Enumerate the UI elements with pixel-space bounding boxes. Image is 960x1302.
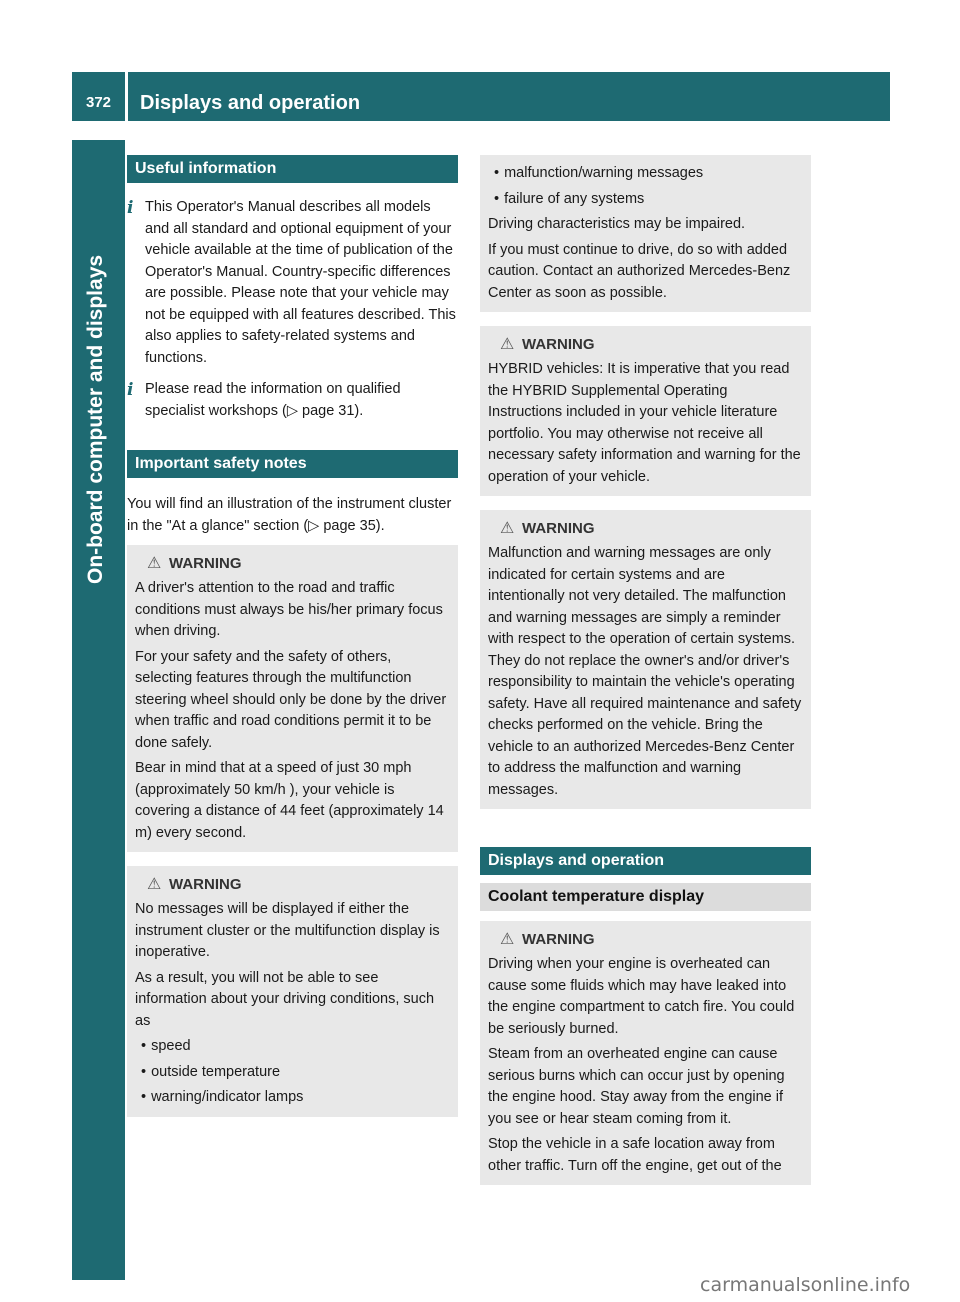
warning-text: No messages will be displayed if either the instrument cluster or the multifunction display is inoperative.: [135, 901, 440, 960]
warning-title: [500, 518, 803, 539]
bullet-item: • warning/indicator lamps: [135, 1087, 450, 1109]
section-heading-displays-and-operation: Displays and operation: [480, 847, 811, 875]
warning-box: [480, 326, 811, 496]
info-text: Please read the information on qualified specialist workshops (▷ page 31).: [145, 381, 401, 419]
warning-text: For your safety and the safety of others, selecting features through the multifunction steering wheel should only be done by the driver when traffic and road conditions permit it to be done safely.: [135, 648, 447, 751]
warning-title: [147, 874, 450, 895]
warning-text: Driving when your engine is overheated can cause some fluids which may have leaked into the engine compartment to catch fire. You could be seriously burned.: [488, 956, 795, 1037]
info-text: This Operator's Manual describes all models and all standard and optional equipment of your vehicle available at the time of publication of the Operator's Manual. Country-specific differences are possible. Please note that your vehicle may not be equipped with all features described. This also applies to safety-related systems and functions.: [145, 199, 456, 366]
section-heading-important-safety-notes: Important safety notes: [127, 450, 458, 478]
warning-text: Stop the vehicle in a safe location away from other traffic. Turn off the engine, get out of the: [488, 1136, 782, 1174]
warning-text: Malfunction and warning messages are only indicated for certain systems and are intentionally not very detailed. The malfunction and warning messages are simply a reminder with respect to the operation of certain systems. They do not replace the owner's and/or driver's responsibility to maintain the vehicle's operating safety. Have all required maintenance and safety checks performed on the vehicle. Bring the vehicle to an authorized Mercedes-Benz Center to address the malfunction and warning messages.: [488, 545, 802, 798]
bullet-item: • failure of any systems: [488, 189, 803, 211]
warning-label: WARNING: [522, 931, 595, 948]
page-title: Displays and operation: [140, 92, 361, 114]
warning-text: Steam from an overheated engine can cause serious burns which can occur just by opening the engine hood. Stay away from the engine if you see or hear steam coming from it.: [488, 1046, 785, 1127]
warning-triangle-icon: ⚠: [147, 555, 162, 572]
warning-label: WARNING: [169, 876, 242, 893]
info-icon: i: [127, 198, 134, 218]
info-icon: i: [127, 380, 134, 400]
warning-text: As a result, you will not be able to see information about your driving conditions, such as: [135, 969, 435, 1029]
warning-box: [480, 510, 811, 809]
warning-box: [127, 866, 458, 1117]
warning-title: [500, 334, 803, 355]
warning-text: If you must continue to drive, do so with added caution. Contact an authorized Mercedes-Benz Center as soon as possible.: [488, 241, 791, 301]
warning-text: A driver's attention to the road and traffic conditions must always be his/her primary focus when driving.: [135, 580, 443, 639]
header-divider: [125, 72, 128, 121]
info-note: [127, 379, 458, 422]
warning-box: [127, 545, 458, 852]
warning-title: [500, 929, 803, 950]
warning-triangle-icon: ⚠: [500, 931, 515, 948]
warning-label: WARNING: [522, 336, 595, 353]
warning-box: [480, 921, 811, 1185]
warning-text: Driving characteristics may be impaired.: [488, 216, 746, 232]
warning-triangle-icon: ⚠: [500, 520, 515, 537]
warning-box-continued: [480, 155, 811, 312]
sub-heading-coolant-temperature-display: Coolant temperature display: [480, 883, 811, 911]
body-text: You will find an illustration of the instrument cluster in the "At a glance" section (▷ page 35).: [127, 496, 452, 534]
warning-triangle-icon: ⚠: [147, 876, 162, 893]
warning-triangle-icon: ⚠: [500, 336, 515, 353]
info-note: [127, 197, 458, 369]
bullet-item: • malfunction/warning messages: [488, 163, 803, 185]
warning-text: HYBRID vehicles: It is imperative that you read the HYBRID Supplemental Operating Instructions included in your vehicle literature portfolio. You may otherwise not receive all necessary safety information and warning for the operation of your vehicle.: [488, 361, 801, 485]
page-number: 372: [85, 94, 112, 111]
side-tab-label: On-board computer and displays: [84, 254, 107, 584]
warning-label: WARNING: [522, 520, 595, 537]
watermark: carmanualsonline.info: [700, 1274, 911, 1296]
warning-text: Bear in mind that at a speed of just 30 mph (approximately 50 km/h ), your vehicle is covering a distance of 44 feet (approximately 14 m) every second.: [135, 760, 444, 841]
section-heading-useful-information: Useful information: [127, 155, 458, 183]
left-column: [127, 155, 458, 1117]
warning-label: WARNING: [169, 555, 242, 572]
bullet-item: • outside temperature: [135, 1062, 450, 1084]
bullet-item: • speed: [135, 1036, 450, 1058]
right-column: [480, 155, 811, 1185]
warning-title: [147, 553, 450, 574]
